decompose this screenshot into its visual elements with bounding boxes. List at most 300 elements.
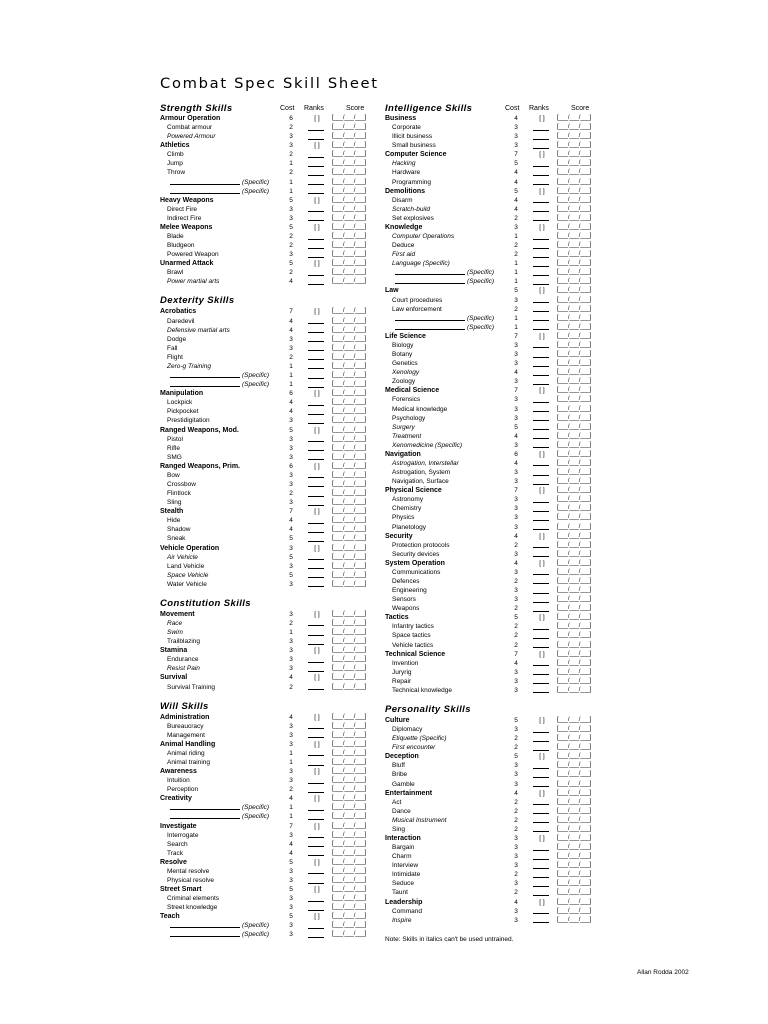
ranks-line[interactable]	[308, 765, 324, 766]
specific-name-field[interactable]	[170, 187, 240, 194]
score-box[interactable]: [___/___/___]	[557, 686, 592, 693]
ranks-line[interactable]	[533, 877, 549, 878]
ranks-line[interactable]	[308, 625, 324, 626]
score-box[interactable]: [___/___/___]	[557, 844, 592, 851]
ranks-line[interactable]	[533, 822, 549, 823]
ranks-line[interactable]	[533, 130, 549, 131]
ranks-line[interactable]	[308, 855, 324, 856]
ranks-line[interactable]	[308, 928, 324, 929]
ranks-line[interactable]	[533, 248, 549, 249]
score-box[interactable]: [___/___/___]	[332, 462, 367, 469]
ranks-box[interactable]: [ ]	[314, 674, 320, 682]
ranks-line[interactable]	[533, 547, 549, 548]
score-box[interactable]: [___/___/___]	[332, 151, 367, 158]
ranks-line[interactable]	[533, 611, 549, 612]
ranks-line[interactable]	[533, 574, 549, 575]
score-box[interactable]: [___/___/___]	[332, 196, 367, 203]
ranks-line[interactable]	[533, 638, 549, 639]
ranks-box[interactable]: [ ]	[539, 532, 545, 540]
score-box[interactable]: [___/___/___]	[557, 889, 592, 896]
score-box[interactable]: [___/___/___]	[332, 362, 367, 369]
score-box[interactable]: [___/___/___]	[332, 133, 367, 140]
ranks-line[interactable]	[308, 284, 324, 285]
score-box[interactable]: [___/___/___]	[557, 514, 592, 521]
ranks-line[interactable]	[308, 323, 324, 324]
ranks-line[interactable]	[533, 886, 549, 887]
ranks-box[interactable]: [ ]	[539, 332, 545, 340]
ranks-line[interactable]	[308, 662, 324, 663]
score-box[interactable]: [___/___/___]	[332, 777, 367, 784]
ranks-line[interactable]	[308, 568, 324, 569]
score-box[interactable]: [___/___/___]	[557, 459, 592, 466]
score-box[interactable]: [___/___/___]	[332, 233, 367, 240]
ranks-line[interactable]	[308, 220, 324, 221]
score-box[interactable]: [___/___/___]	[557, 332, 592, 339]
specific-name-field[interactable]	[170, 812, 240, 819]
ranks-line[interactable]	[533, 529, 549, 530]
score-box[interactable]: [___/___/___]	[557, 726, 592, 733]
ranks-line[interactable]	[308, 166, 324, 167]
ranks-line[interactable]	[533, 895, 549, 896]
ranks-box[interactable]: [ ]	[314, 308, 320, 316]
score-box[interactable]: [___/___/___]	[332, 922, 367, 929]
ranks-line[interactable]	[308, 341, 324, 342]
ranks-line[interactable]	[308, 644, 324, 645]
ranks-line[interactable]	[533, 139, 549, 140]
score-box[interactable]: [___/___/___]	[557, 151, 592, 158]
score-box[interactable]: [___/___/___]	[557, 278, 592, 285]
score-box[interactable]: [___/___/___]	[557, 214, 592, 221]
score-box[interactable]: [___/___/___]	[332, 886, 367, 893]
score-box[interactable]: [___/___/___]	[557, 505, 592, 512]
score-box[interactable]: [___/___/___]	[332, 490, 367, 497]
ranks-line[interactable]	[533, 922, 549, 923]
score-box[interactable]: [___/___/___]	[332, 804, 367, 811]
score-box[interactable]: [___/___/___]	[557, 469, 592, 476]
score-box[interactable]: [___/___/___]	[557, 650, 592, 657]
score-box[interactable]: [___/___/___]	[557, 744, 592, 751]
score-box[interactable]: [___/___/___]	[557, 641, 592, 648]
ranks-box[interactable]: [ ]	[539, 223, 545, 231]
score-box[interactable]: [___/___/___]	[332, 877, 367, 884]
score-box[interactable]: [___/___/___]	[332, 665, 367, 672]
ranks-box[interactable]: [ ]	[314, 822, 320, 830]
ranks-line[interactable]	[308, 387, 324, 388]
score-box[interactable]: [___/___/___]	[332, 517, 367, 524]
ranks-box[interactable]: [ ]	[314, 544, 320, 552]
ranks-line[interactable]	[308, 671, 324, 672]
score-box[interactable]: [___/___/___]	[557, 115, 592, 121]
score-box[interactable]: [___/___/___]	[332, 251, 367, 258]
ranks-line[interactable]	[533, 777, 549, 778]
ranks-line[interactable]	[308, 459, 324, 460]
score-box[interactable]: [___/___/___]	[557, 369, 592, 376]
ranks-line[interactable]	[533, 148, 549, 149]
score-box[interactable]: [___/___/___]	[332, 674, 367, 681]
ranks-line[interactable]	[533, 602, 549, 603]
ranks-line[interactable]	[308, 441, 324, 442]
ranks-box[interactable]: [ ]	[539, 789, 545, 797]
ranks-box[interactable]: [ ]	[314, 795, 320, 803]
ranks-line[interactable]	[308, 248, 324, 249]
score-box[interactable]: [___/___/___]	[557, 523, 592, 530]
ranks-line[interactable]	[533, 420, 549, 421]
score-box[interactable]: [___/___/___]	[332, 629, 367, 636]
score-box[interactable]: [___/___/___]	[332, 647, 367, 654]
score-box[interactable]: [___/___/___]	[557, 880, 592, 887]
ranks-box[interactable]: [ ]	[539, 115, 545, 122]
score-box[interactable]: [___/___/___]	[557, 825, 592, 832]
ranks-box[interactable]: [ ]	[539, 650, 545, 658]
score-box[interactable]: [___/___/___]	[332, 571, 367, 578]
score-box[interactable]: [___/___/___]	[557, 559, 592, 566]
score-box[interactable]: [___/___/___]	[332, 435, 367, 442]
ranks-line[interactable]	[533, 692, 549, 693]
score-box[interactable]: [___/___/___]	[332, 124, 367, 131]
score-box[interactable]: [___/___/___]	[332, 335, 367, 342]
score-box[interactable]: [___/___/___]	[332, 795, 367, 802]
score-box[interactable]: [___/___/___]	[332, 913, 367, 920]
score-box[interactable]: [___/___/___]	[332, 580, 367, 587]
ranks-box[interactable]: [ ]	[314, 426, 320, 434]
score-box[interactable]: [___/___/___]	[332, 372, 367, 379]
score-box[interactable]: [___/___/___]	[557, 314, 592, 321]
score-box[interactable]: [___/___/___]	[557, 423, 592, 430]
score-box[interactable]: [___/___/___]	[332, 544, 367, 551]
score-box[interactable]: [___/___/___]	[557, 771, 592, 778]
score-box[interactable]: [___/___/___]	[557, 753, 592, 760]
score-box[interactable]: [___/___/___]	[557, 550, 592, 557]
score-box[interactable]: [___/___/___]	[557, 351, 592, 358]
score-box[interactable]: [___/___/___]	[557, 441, 592, 448]
ranks-box[interactable]: [ ]	[314, 858, 320, 866]
score-box[interactable]: [___/___/___]	[332, 160, 367, 167]
score-box[interactable]: [___/___/___]	[332, 169, 367, 176]
score-box[interactable]: [___/___/___]	[557, 568, 592, 575]
score-box[interactable]: [___/___/___]	[557, 269, 592, 276]
ranks-box[interactable]: [ ]	[539, 287, 545, 295]
score-box[interactable]: [___/___/___]	[557, 668, 592, 675]
score-box[interactable]: [___/___/___]	[557, 396, 592, 403]
ranks-line[interactable]	[308, 755, 324, 756]
ranks-line[interactable]	[533, 502, 549, 503]
score-box[interactable]: [___/___/___]	[332, 471, 367, 478]
ranks-line[interactable]	[533, 556, 549, 557]
score-box[interactable]: [___/___/___]	[557, 577, 592, 584]
ranks-line[interactable]	[533, 665, 549, 666]
ranks-box[interactable]: [ ]	[314, 260, 320, 268]
ranks-box[interactable]: [ ]	[314, 610, 320, 618]
score-box[interactable]: [___/___/___]	[332, 749, 367, 756]
score-box[interactable]: [___/___/___]	[332, 480, 367, 487]
score-box[interactable]: [___/___/___]	[557, 133, 592, 140]
score-box[interactable]: [___/___/___]	[332, 426, 367, 433]
score-box[interactable]: [___/___/___]	[557, 907, 592, 914]
score-box[interactable]: [___/___/___]	[557, 242, 592, 249]
ranks-box[interactable]: [ ]	[539, 450, 545, 458]
score-box[interactable]: [___/___/___]	[332, 508, 367, 515]
score-box[interactable]: [___/___/___]	[332, 759, 367, 765]
ranks-line[interactable]	[533, 357, 549, 358]
score-box[interactable]: [___/___/___]	[557, 789, 592, 796]
ranks-line[interactable]	[308, 783, 324, 784]
ranks-line[interactable]	[308, 477, 324, 478]
specific-name-field[interactable]	[170, 380, 240, 387]
specific-name-field[interactable]	[170, 803, 240, 810]
ranks-line[interactable]	[533, 184, 549, 185]
ranks-line[interactable]	[533, 683, 549, 684]
score-box[interactable]: [___/___/___]	[557, 496, 592, 503]
score-box[interactable]: [___/___/___]	[557, 677, 592, 684]
score-box[interactable]: [___/___/___]	[332, 656, 367, 663]
score-box[interactable]: [___/___/___]	[557, 187, 592, 194]
ranks-box[interactable]: [ ]	[539, 559, 545, 567]
score-box[interactable]: [___/___/___]	[557, 587, 592, 594]
score-box[interactable]: [___/___/___]	[557, 378, 592, 385]
specific-name-field[interactable]	[170, 930, 240, 937]
ranks-box[interactable]: [ ]	[314, 196, 320, 204]
ranks-line[interactable]	[308, 837, 324, 838]
ranks-line[interactable]	[533, 257, 549, 258]
score-box[interactable]: [___/___/___]	[332, 619, 367, 626]
ranks-line[interactable]	[308, 819, 324, 820]
ranks-line[interactable]	[533, 266, 549, 267]
ranks-box[interactable]: [ ]	[314, 740, 320, 748]
ranks-box[interactable]: [ ]	[314, 390, 320, 398]
ranks-line[interactable]	[308, 184, 324, 185]
ranks-box[interactable]: [ ]	[314, 713, 320, 721]
ranks-line[interactable]	[533, 447, 549, 448]
score-box[interactable]: [___/___/___]	[557, 287, 592, 294]
score-box[interactable]: [___/___/___]	[332, 344, 367, 351]
ranks-line[interactable]	[533, 411, 549, 412]
ranks-box[interactable]: [ ]	[539, 835, 545, 843]
score-box[interactable]: [___/___/___]	[557, 916, 592, 923]
score-box[interactable]: [___/___/___]	[557, 341, 592, 348]
ranks-line[interactable]	[308, 728, 324, 729]
score-box[interactable]: [___/___/___]	[332, 381, 367, 388]
score-box[interactable]: [___/___/___]	[332, 278, 367, 285]
score-box[interactable]: [___/___/___]	[557, 124, 592, 131]
score-box[interactable]: [___/___/___]	[332, 858, 367, 865]
ranks-line[interactable]	[308, 378, 324, 379]
score-box[interactable]: [___/___/___]	[557, 798, 592, 805]
score-box[interactable]: [___/___/___]	[557, 233, 592, 240]
score-box[interactable]: [___/___/___]	[332, 269, 367, 276]
ranks-line[interactable]	[533, 166, 549, 167]
ranks-line[interactable]	[308, 532, 324, 533]
score-box[interactable]: [___/___/___]	[332, 813, 367, 820]
score-box[interactable]: [___/___/___]	[332, 895, 367, 902]
ranks-box[interactable]: [ ]	[314, 508, 320, 516]
ranks-line[interactable]	[533, 429, 549, 430]
score-box[interactable]: [___/___/___]	[557, 717, 592, 723]
ranks-line[interactable]	[533, 202, 549, 203]
score-box[interactable]: [___/___/___]	[557, 853, 592, 860]
ranks-line[interactable]	[533, 375, 549, 376]
score-box[interactable]: [___/___/___]	[332, 867, 367, 874]
ranks-line[interactable]	[308, 157, 324, 158]
ranks-line[interactable]	[533, 275, 549, 276]
ranks-line[interactable]	[308, 737, 324, 738]
score-box[interactable]: [___/___/___]	[557, 196, 592, 203]
ranks-box[interactable]: [ ]	[539, 898, 545, 906]
ranks-line[interactable]	[533, 239, 549, 240]
ranks-line[interactable]	[308, 139, 324, 140]
score-box[interactable]: [___/___/___]	[557, 735, 592, 742]
ranks-line[interactable]	[533, 211, 549, 212]
score-box[interactable]: [___/___/___]	[557, 632, 592, 639]
ranks-line[interactable]	[533, 850, 549, 851]
score-box[interactable]: [___/___/___]	[557, 169, 592, 176]
ranks-line[interactable]	[308, 810, 324, 811]
score-box[interactable]: [___/___/___]	[332, 453, 367, 460]
ranks-box[interactable]: [ ]	[539, 151, 545, 159]
ranks-box[interactable]: [ ]	[539, 187, 545, 195]
ranks-line[interactable]	[533, 366, 549, 367]
score-box[interactable]: [___/___/___]	[332, 444, 367, 451]
score-box[interactable]: [___/___/___]	[557, 807, 592, 814]
score-box[interactable]: [___/___/___]	[557, 414, 592, 421]
score-box[interactable]: [___/___/___]	[332, 831, 367, 838]
ranks-line[interactable]	[308, 559, 324, 560]
score-box[interactable]: [___/___/___]	[332, 535, 367, 542]
score-box[interactable]: [___/___/___]	[332, 187, 367, 194]
ranks-line[interactable]	[533, 804, 549, 805]
ranks-line[interactable]	[533, 384, 549, 385]
score-box[interactable]: [___/___/___]	[332, 205, 367, 212]
score-box[interactable]: [___/___/___]	[557, 659, 592, 666]
ranks-line[interactable]	[308, 130, 324, 131]
ranks-line[interactable]	[533, 768, 549, 769]
ranks-box[interactable]: [ ]	[314, 886, 320, 894]
specific-name-field[interactable]	[170, 371, 240, 378]
ranks-line[interactable]	[533, 629, 549, 630]
score-box[interactable]: [___/___/___]	[332, 178, 367, 185]
score-box[interactable]: [___/___/___]	[557, 450, 592, 457]
ranks-line[interactable]	[308, 577, 324, 578]
score-box[interactable]: [___/___/___]	[557, 405, 592, 412]
ranks-line[interactable]	[533, 732, 549, 733]
ranks-line[interactable]	[533, 438, 549, 439]
ranks-line[interactable]	[308, 423, 324, 424]
ranks-line[interactable]	[533, 484, 549, 485]
ranks-line[interactable]	[308, 332, 324, 333]
score-box[interactable]: [___/___/___]	[557, 623, 592, 630]
ranks-line[interactable]	[533, 475, 549, 476]
score-box[interactable]: [___/___/___]	[557, 432, 592, 439]
ranks-line[interactable]	[533, 402, 549, 403]
ranks-line[interactable]	[308, 368, 324, 369]
score-box[interactable]: [___/___/___]	[557, 614, 592, 621]
score-box[interactable]: [___/___/___]	[557, 487, 592, 494]
ranks-line[interactable]	[308, 586, 324, 587]
ranks-line[interactable]	[533, 813, 549, 814]
score-box[interactable]: [___/___/___]	[332, 260, 367, 267]
score-box[interactable]: [___/___/___]	[332, 399, 367, 406]
score-box[interactable]: [___/___/___]	[332, 499, 367, 506]
ranks-line[interactable]	[308, 689, 324, 690]
ranks-line[interactable]	[308, 257, 324, 258]
score-box[interactable]: [___/___/___]	[332, 326, 367, 333]
ranks-line[interactable]	[533, 220, 549, 221]
ranks-line[interactable]	[308, 846, 324, 847]
score-box[interactable]: [___/___/___]	[332, 904, 367, 911]
score-box[interactable]: [___/___/___]	[332, 683, 367, 690]
score-box[interactable]: [___/___/___]	[332, 931, 367, 938]
ranks-box[interactable]: [ ]	[539, 753, 545, 761]
ranks-box[interactable]: [ ]	[314, 647, 320, 655]
ranks-line[interactable]	[308, 275, 324, 276]
score-box[interactable]: [___/___/___]	[557, 596, 592, 603]
ranks-line[interactable]	[308, 211, 324, 212]
score-box[interactable]: [___/___/___]	[557, 532, 592, 539]
score-box[interactable]: [___/___/___]	[557, 762, 592, 769]
ranks-line[interactable]	[308, 414, 324, 415]
score-box[interactable]: [___/___/___]	[332, 740, 367, 747]
score-box[interactable]: [___/___/___]	[332, 308, 367, 315]
ranks-line[interactable]	[533, 647, 549, 648]
ranks-box[interactable]: [ ]	[539, 717, 545, 724]
ranks-line[interactable]	[308, 175, 324, 176]
score-box[interactable]: [___/___/___]	[332, 722, 367, 729]
ranks-line[interactable]	[533, 347, 549, 348]
ranks-line[interactable]	[533, 868, 549, 869]
ranks-line[interactable]	[533, 311, 549, 312]
ranks-line[interactable]	[533, 674, 549, 675]
score-box[interactable]: [___/___/___]	[332, 142, 367, 149]
ranks-line[interactable]	[533, 175, 549, 176]
specific-name-field[interactable]	[395, 277, 465, 284]
score-box[interactable]: [___/___/___]	[332, 526, 367, 533]
ranks-line[interactable]	[308, 193, 324, 194]
score-box[interactable]: [___/___/___]	[332, 353, 367, 360]
specific-name-field[interactable]	[395, 314, 465, 321]
ranks-line[interactable]	[533, 583, 549, 584]
ranks-line[interactable]	[533, 465, 549, 466]
ranks-line[interactable]	[308, 523, 324, 524]
score-box[interactable]: [___/___/___]	[332, 553, 367, 560]
score-box[interactable]: [___/___/___]	[557, 541, 592, 548]
score-box[interactable]: [___/___/___]	[557, 780, 592, 787]
specific-name-field[interactable]	[170, 178, 240, 185]
ranks-line[interactable]	[308, 486, 324, 487]
ranks-line[interactable]	[308, 405, 324, 406]
score-box[interactable]: [___/___/___]	[557, 323, 592, 330]
specific-name-field[interactable]	[170, 921, 240, 928]
score-box[interactable]: [___/___/___]	[332, 822, 367, 829]
ranks-line[interactable]	[533, 913, 549, 914]
ranks-line[interactable]	[533, 741, 549, 742]
score-box[interactable]: [___/___/___]	[557, 205, 592, 212]
score-box[interactable]: [___/___/___]	[332, 768, 367, 775]
score-box[interactable]: [___/___/___]	[557, 816, 592, 823]
score-box[interactable]: [___/___/___]	[557, 478, 592, 485]
ranks-line[interactable]	[308, 359, 324, 360]
score-box[interactable]: [___/___/___]	[332, 115, 367, 121]
score-box[interactable]: [___/___/___]	[332, 638, 367, 645]
ranks-box[interactable]: [ ]	[314, 142, 320, 150]
ranks-box[interactable]: [ ]	[314, 462, 320, 470]
score-box[interactable]: [___/___/___]	[332, 408, 367, 415]
ranks-line[interactable]	[533, 859, 549, 860]
ranks-line[interactable]	[533, 786, 549, 787]
score-box[interactable]: [___/___/___]	[332, 840, 367, 847]
score-box[interactable]: [___/___/___]	[557, 178, 592, 185]
ranks-line[interactable]	[308, 883, 324, 884]
score-box[interactable]: [___/___/___]	[557, 898, 592, 905]
score-box[interactable]: [___/___/___]	[332, 849, 367, 856]
